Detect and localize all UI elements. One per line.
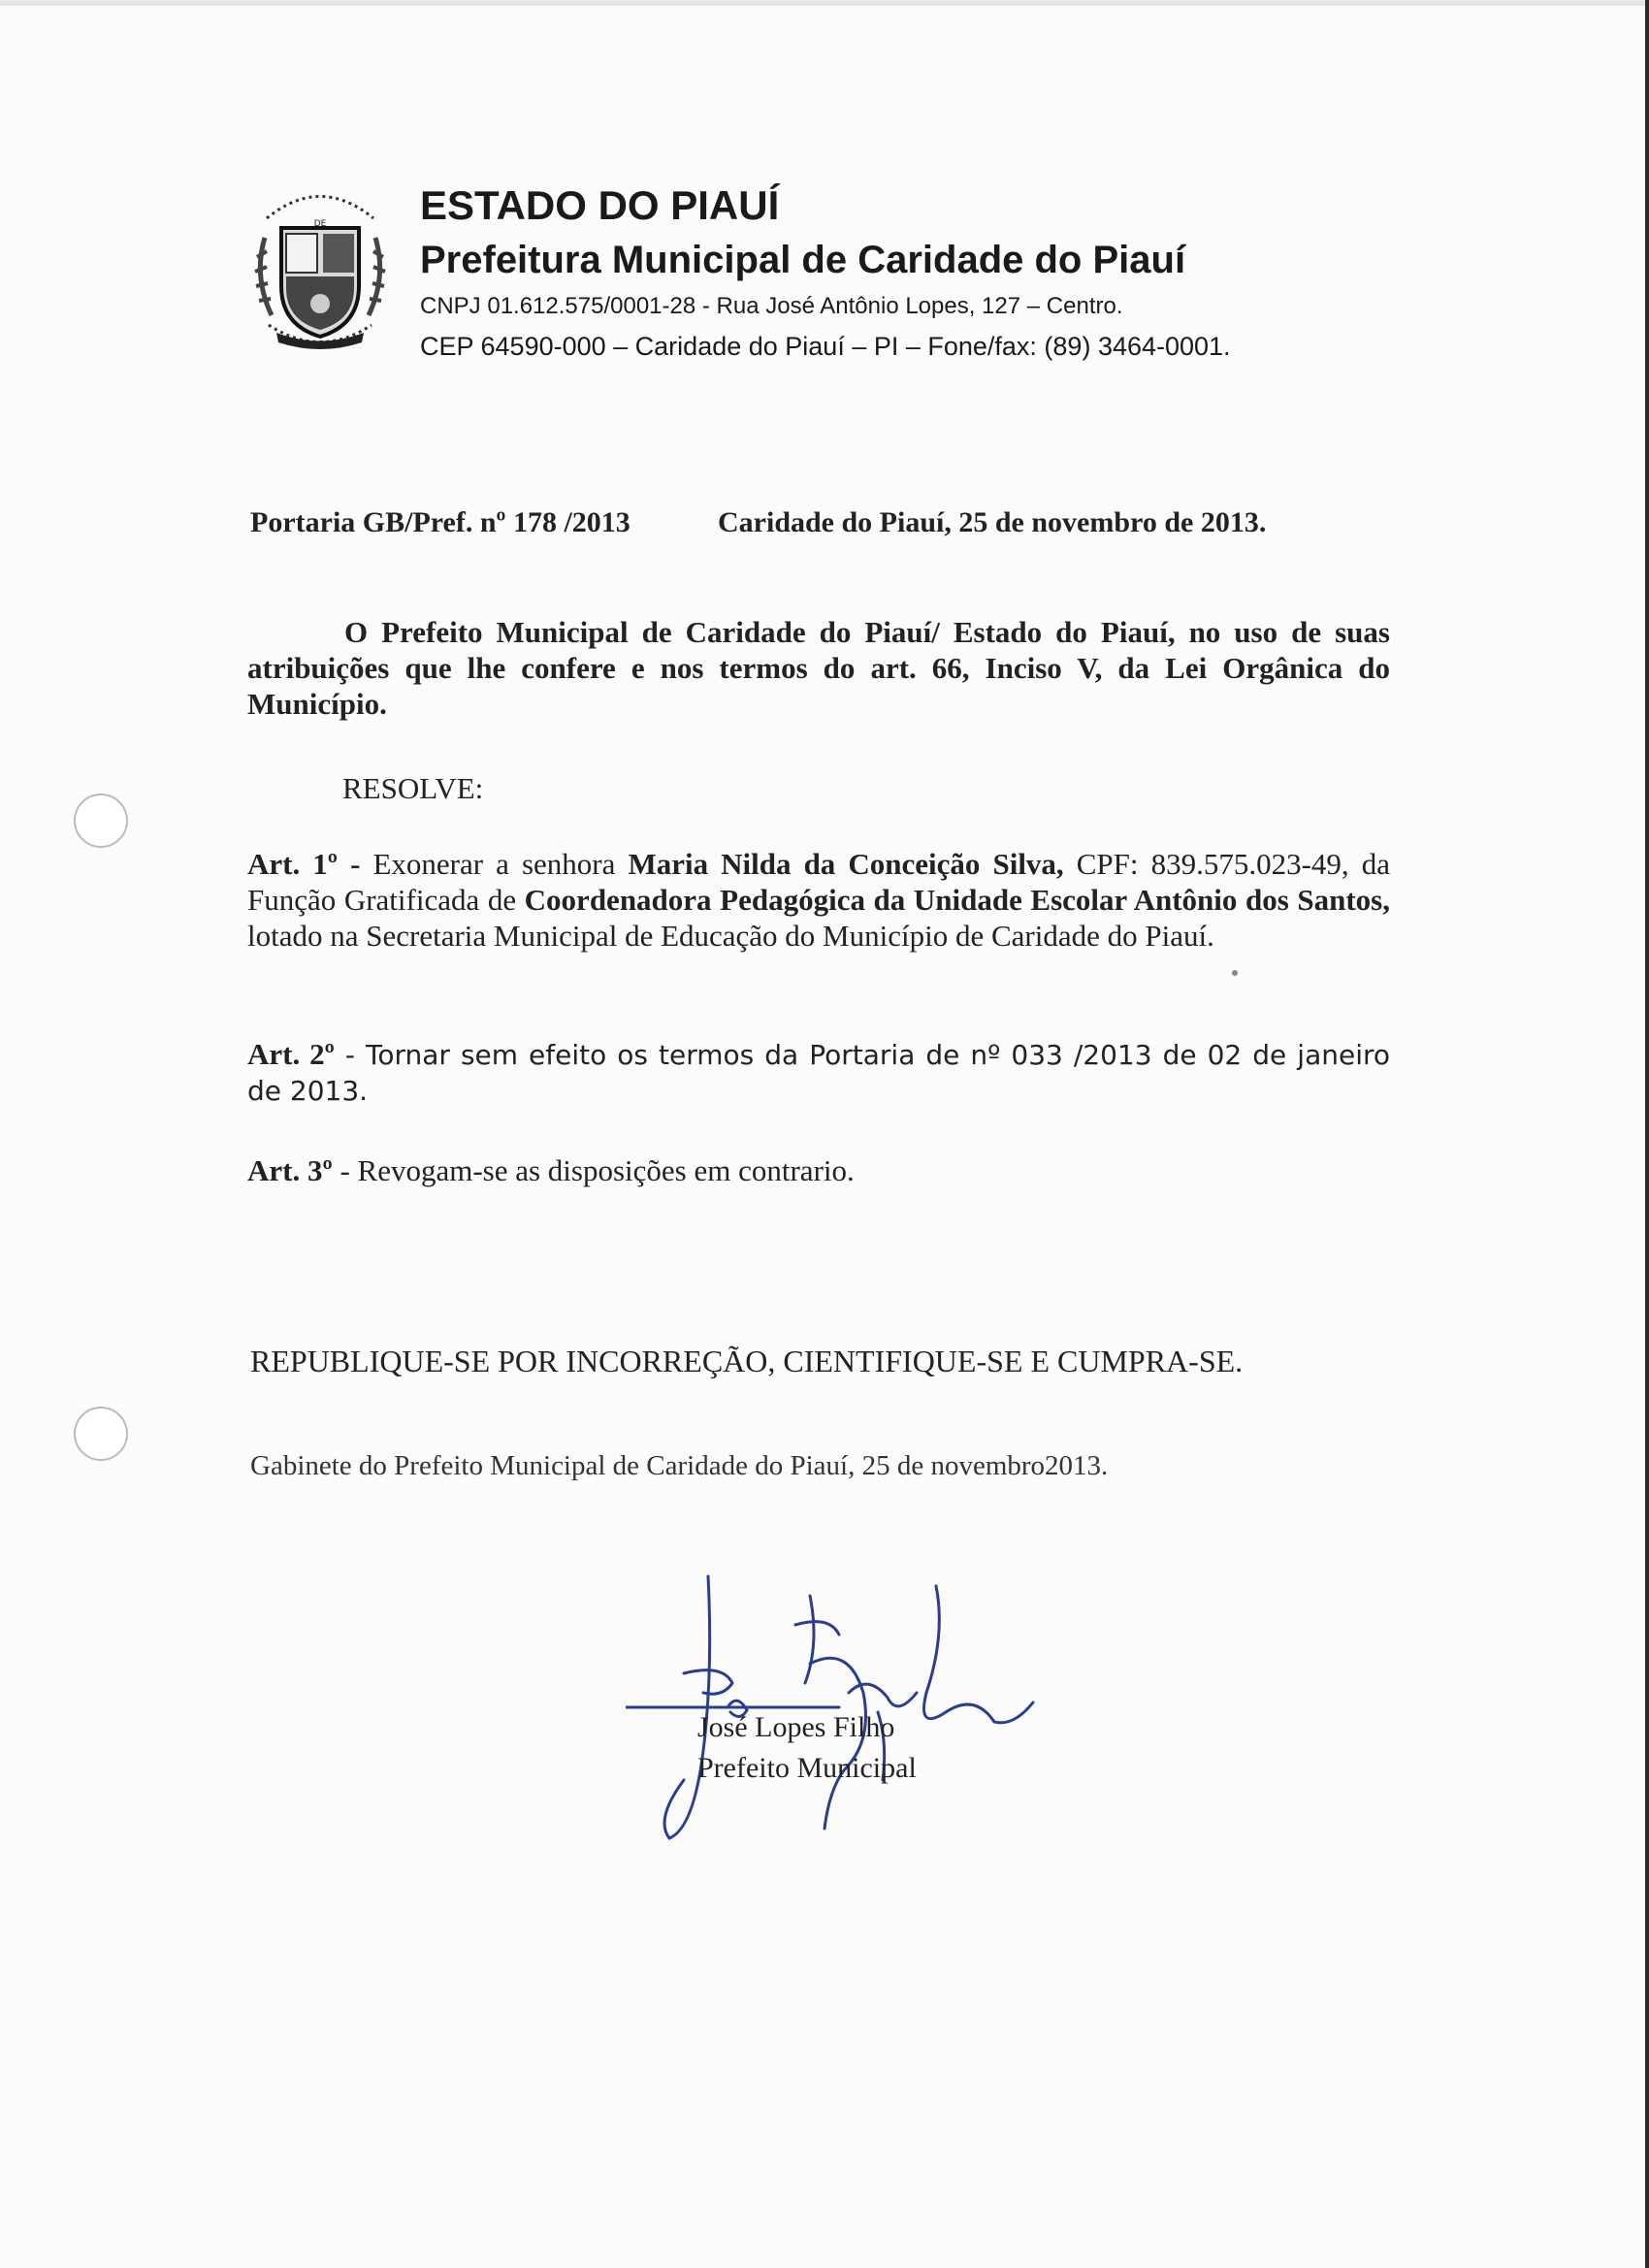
article-2-label: Art. 2º <box>247 1037 335 1071</box>
municipal-crest-logo <box>247 179 393 359</box>
republique-statement: REPUBLIQUE-SE POR INCORREÇÃO, CIENTIFIQUE-SE E CUMPRA-SE. <box>250 1344 1244 1378</box>
document-place-date: Caridade do Piauí, 25 de novembro de 2013. <box>718 506 1267 538</box>
svg-text:DE: DE <box>313 219 327 229</box>
scan-speck <box>1232 970 1238 976</box>
signatory-name: José Lopes Filho <box>697 1711 895 1743</box>
article-1-text-a: Exonerar a senhora <box>360 847 629 881</box>
article-1-role: Coordenadora Pedagógica da Unidade Escolar Antônio dos Santos, <box>524 883 1390 917</box>
portaria-number: Portaria GB/Pref. nº 178 /2013 <box>250 506 630 538</box>
gabinete-line: Gabinete do Prefeito Municipal de Caridade do Piauí, 25 de novembro2013. <box>250 1450 1109 1481</box>
scan-right-edge <box>1645 0 1649 2268</box>
article-3-text: - Revogam-se as disposições em contrario. <box>332 1153 855 1187</box>
punch-hole-top <box>74 794 128 848</box>
article-2 <box>247 1036 1390 1109</box>
article-1-label: Art. 1º - <box>247 847 361 881</box>
handwritten-signature <box>626 1557 1043 1848</box>
article-3 <box>247 1152 1390 1188</box>
letterhead-prefecture: Prefeitura Municipal de Caridade do Piauí <box>420 239 1186 281</box>
letterhead-address-line1 <box>420 293 1123 320</box>
article-2-text: - Tornar sem efeito os termos da Portaria de nº 033 /2013 de 02 de janeiro de 2013. <box>247 1039 1391 1107</box>
letterhead-street: Rua José Antônio Lopes, 127 – Centro. <box>716 293 1123 319</box>
letterhead-cnpj: CNPJ 01.612.575/0001-28 - <box>420 293 717 319</box>
signatory-role: Prefeito Municipal <box>697 1752 917 1784</box>
article-1-person-name: Maria Nilda da Conceição Silva, <box>628 847 1064 881</box>
punch-hole-bottom <box>74 1407 128 1461</box>
article-1-text-c: lotado na Secretaria Municipal de Educação do Município de Caridade do Piauí. <box>247 919 1214 953</box>
letterhead-state: ESTADO DO PIAUÍ <box>420 182 780 228</box>
intro-paragraph: O Prefeito Municipal de Caridade do Piauí/ Estado do Piauí, no uso de suas atribuições que lhe confere e nos termos do art. 66, Inciso V, da Lei Orgânica do Município. <box>247 615 1390 721</box>
article-3-label: Art. 3º <box>247 1153 333 1187</box>
resolve-heading: RESOLVE: <box>342 771 484 805</box>
article-1-text-b: CPF: 839.575.023-49, da Função Gratificada de <box>247 847 1390 917</box>
scan-top-edge <box>0 0 1649 6</box>
article-1 <box>247 846 1390 954</box>
letterhead-address-line2: CEP 64590-000 – Caridade do Piauí – PI – Fone/fax: (89) 3464-0001. <box>420 332 1231 361</box>
